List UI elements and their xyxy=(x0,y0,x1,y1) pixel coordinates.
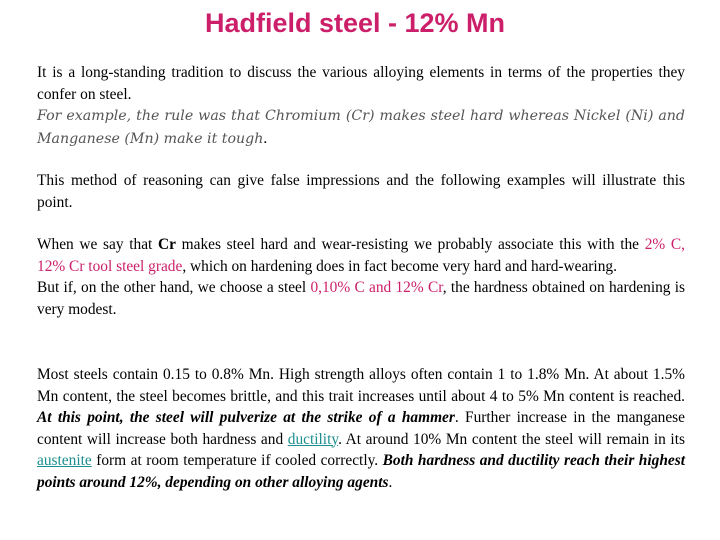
chromium-text-4: But if, on the other hand, we choose a steel xyxy=(37,279,311,296)
paragraph-manganese xyxy=(37,364,685,493)
chromium-symbol: Cr xyxy=(158,236,176,253)
intro-example: For example, the rule was that Chromium (Cr) makes steel hard whereas Nickel (Ni) and Manganese (Mn) make it tough xyxy=(37,108,685,147)
hardness-ductility-emphasis: Both hardness and ductility reach their highest points around 12%, depending on other alloying agents xyxy=(37,452,685,491)
intro-text: It is a long-standing tradition to discuss the various alloying elements in terms of the properties they confer on steel. xyxy=(37,64,685,103)
intro-example-period: . xyxy=(263,129,268,147)
manganese-text-3: . At around 10% Mn content the steel will remain in its xyxy=(338,430,685,448)
tool-steel-grade-highlight: 2% C, 12% Cr tool steel grade xyxy=(37,236,685,275)
manganese-text-2: . Further increase in the manganese content will increase both hardness and xyxy=(37,409,686,448)
austenite-link[interactable]: austenite xyxy=(37,452,92,469)
manganese-text-1: Most steels contain 0.15 to 0.8% Mn. High strength alloys often contain 1 to 1.8% Mn. At about 1.5% Mn content, the steel becomes brittle, and this trait increases until about 4 to 5% Mn content is reached. xyxy=(37,366,685,405)
chromium-text-1: When we say that xyxy=(37,236,159,253)
low-carbon-grade-highlight: 0,10% C and 12% Cr xyxy=(310,279,443,296)
paragraph-reasoning xyxy=(37,170,685,213)
manganese-text-5: . xyxy=(388,473,393,491)
paragraph-chromium xyxy=(37,234,685,320)
chromium-text-2: makes steel hard and wear-resisting we probably associate this with the xyxy=(175,236,645,253)
ductility-link[interactable]: ductility xyxy=(287,430,339,448)
chromium-text-3: , which on hardening does in fact become very hard and hard-wearing. xyxy=(182,257,617,275)
page-title: Hadfield steel - 12% Mn xyxy=(204,8,506,38)
chromium-text-5: , the hardness obtained on hardening is very modest. xyxy=(37,279,686,318)
manganese-text-4: form at room temperature if cooled correctly. xyxy=(91,452,383,469)
paragraph-intro xyxy=(37,62,685,150)
reasoning-text: This method of reasoning can give false impressions and the following examples will illustrate this point. xyxy=(37,172,685,211)
pulverize-emphasis: At this point, the steel will pulverize at the strike of a hammer xyxy=(37,409,455,426)
